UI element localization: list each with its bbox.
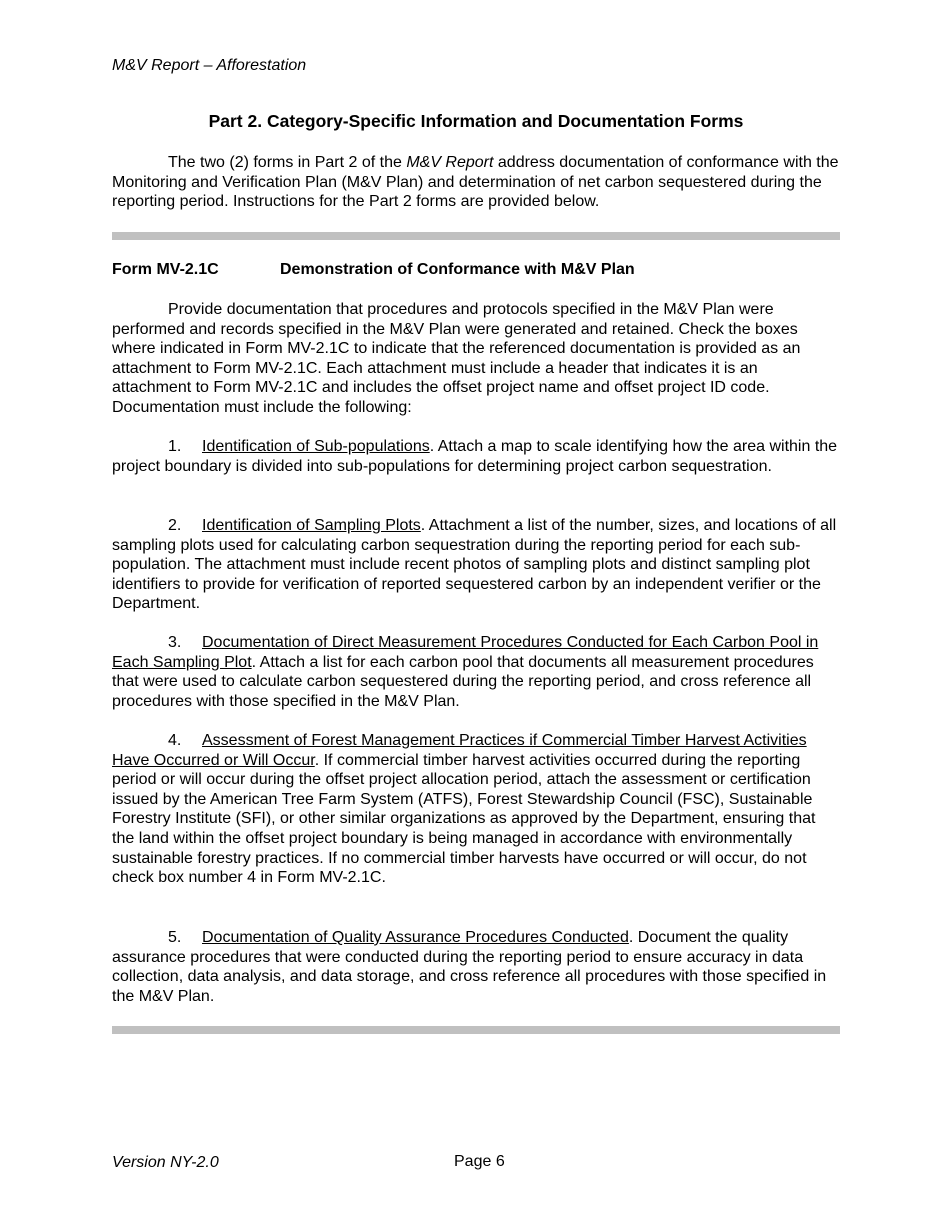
item-text: . Document the quality assurance procedures that were conducted during the reporting period to ensure accuracy in data collection, data analysis, and data storage, and cross reference all procedures with those specified in the M&V Plan. (112, 929, 827, 1005)
intro-text-after: address documentation of conformance with the Monitoring and Verification Plan (M&V Plan) and determination of net carbon sequestered during the reporting period. Instructions for the Part 2 forms are provided below. (112, 154, 839, 211)
footer-page-number: Page 6 (454, 1153, 505, 1170)
item-number: 2. (168, 517, 182, 534)
intro-text-before: The two (2) forms in Part 2 of the (168, 154, 407, 171)
footer-version: Version NY-2.0 (112, 1154, 219, 1171)
intro-report-name: M&V Report (406, 154, 494, 171)
item-number: 1. (168, 438, 182, 455)
form-code: Form MV-2.1C (112, 261, 219, 278)
item-number: 5. (168, 929, 182, 946)
section-divider-top (112, 232, 840, 240)
list-item (112, 731, 840, 888)
item-heading: Identification of Sub-populations (202, 438, 430, 455)
document-page (112, 0, 840, 1230)
item-text: . If commercial timber harvest activities occurred during the reporting period or will occur during the offset project allocation period, attach the assessment or certification issued by the American Tree Farm System (ATFS), Forest Stewardship Council (FSC), Sustainable Forestry Institute (SFI), or other similar organizations as approved by the Department, ensuring that the land within the offset project boundary is being managed in accordance with environmentally sustainable forestry practices. If no commercial timber harvests have occurred or will occur, do not check box number 4 in Form MV-2.1C. (112, 751, 816, 887)
form-heading (112, 260, 635, 280)
item-heading: Assessment of Forest Management Practices if Commercial Timber Harvest Activities Have Occurred or Will Occur (112, 732, 807, 769)
list-item (112, 437, 840, 476)
part-title: Part 2. Category-Specific Information and Documentation Forms (208, 111, 744, 131)
item-heading: Documentation of Direct Measurement Procedures Conducted for Each Carbon Pool in Each Sampling Plot (112, 634, 819, 671)
item-heading: Documentation of Quality Assurance Procedures Conducted (202, 929, 629, 946)
section-divider-bottom (112, 1026, 840, 1034)
item-heading: Identification of Sampling Plots (202, 517, 421, 534)
form-description: Provide documentation that procedures and protocols specified in the M&V Plan were performed and records specified in the M&V Plan were generated and retained. Check the boxes where indicated in Form MV-2.1C to indicate that the referenced documentation is provided as an attachment to Form MV-2.1C. Each attachment must include a header that indicates it is an attachment to Form MV-2.1C and includes the offset project name and offset project ID code. Documentation must include the following: (112, 301, 801, 416)
list-item (112, 516, 840, 614)
part-intro (112, 153, 840, 212)
running-header: M&V Report – Afforestation (112, 57, 307, 74)
item-text: . Attach a list for each carbon pool that documents all measurement procedures that were used to calculate carbon sequestered during the reporting period, and cross reference all procedures with those specified in the M&V Plan. (112, 653, 814, 710)
item-number: 4. (168, 732, 182, 749)
list-item (112, 633, 840, 711)
form-title: Demonstration of Conformance with M&V Plan (280, 261, 635, 278)
list-item (112, 928, 840, 1006)
item-number: 3. (168, 634, 182, 651)
item-text: . Attachment a list of the number, sizes, and locations of all sampling plots used for calculating carbon sequestration during the reporting period for each sub-population. The attachment must include recent photos of sampling plots and distinct sampling plot identifiers to provide for verification of reported sequestered carbon by an independent verifier or the Department. (112, 517, 837, 613)
item-text: . Attach a map to scale identifying how the area within the project boundary is divided into sub-populations for determining project carbon sequestration. (112, 438, 838, 475)
